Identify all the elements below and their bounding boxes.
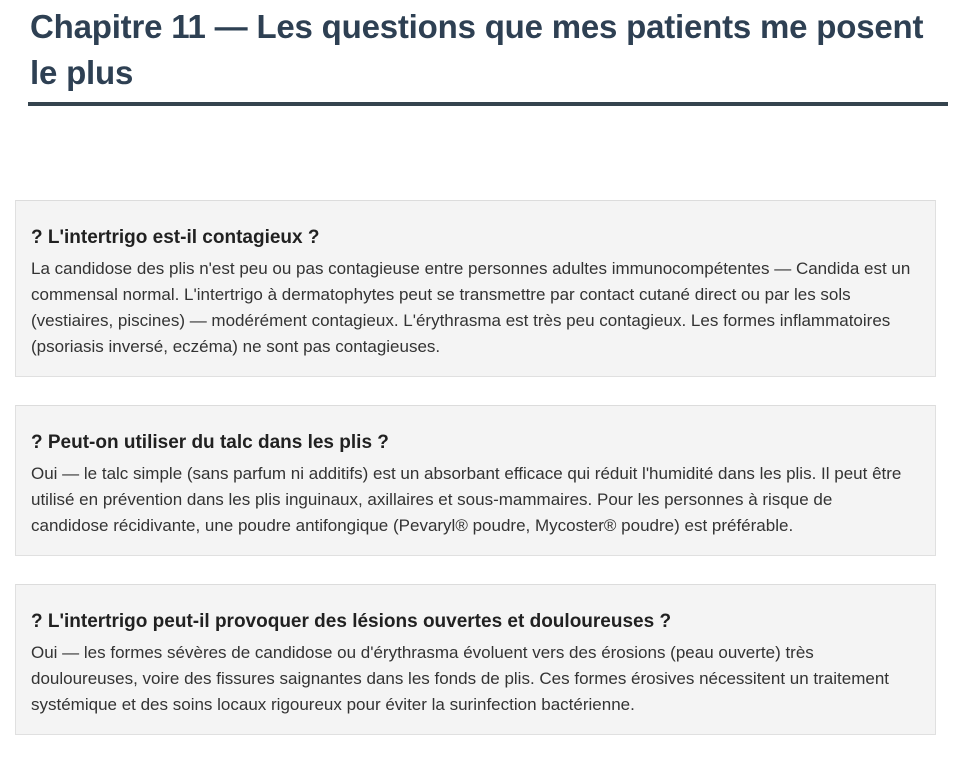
document xyxy=(0,4,971,735)
faq-card-lesions xyxy=(15,584,936,735)
faq-question: ? L'intertrigo peut-il provoquer des lésions ouvertes et douloureuses ? xyxy=(31,611,672,632)
faq-question: ? Peut-on utiliser du talc dans les plis ? xyxy=(31,432,389,453)
page xyxy=(0,4,971,769)
faq-answer: Oui — le talc simple (sans parfum ni additifs) est un absorbant efficace qui réduit l'humidité dans les plis. Il peut être utilisé en prévention dans les plis inguinaux, axillaires et sous-mammaires. Pour les personnes à risque de candidose récidivante, une poudre antifongique (Pevaryl® poudre, Mycoster® poudre) est préférable. xyxy=(31,464,902,535)
faq-section xyxy=(0,200,971,735)
faq-answer: Oui — les formes sévères de candidose ou d'érythrasma évoluent vers des érosions (peau ouverte) très douloureuses, voire des fissures saignantes dans les fonds de plis. Ces formes érosives nécessitent un traitement systémique et des soins locaux rigoureux pour éviter la surinfection bactérienne. xyxy=(31,643,890,714)
faq-card-contagion xyxy=(15,200,936,377)
faq-answer: La candidose des plis n'est peu ou pas contagieuse entre personnes adultes immunocompétentes — Candida est un commensal normal. L'intertrigo à dermatophytes peut se transmettre par contact cutané direct ou par les sols (vestiaires, piscines) — modérément contagieux. L'érythrasma est très peu contagieux. Les formes inflammatoires (psoriasis inversé, eczéma) ne sont pas contagieuses. xyxy=(31,259,911,356)
page-title: Chapitre 11 — Les questions que mes patients me posent le plus xyxy=(30,8,924,91)
faq-question: ? L'intertrigo est-il contagieux ? xyxy=(31,227,320,248)
title-divider xyxy=(28,102,948,106)
faq-card-talc xyxy=(15,405,936,556)
